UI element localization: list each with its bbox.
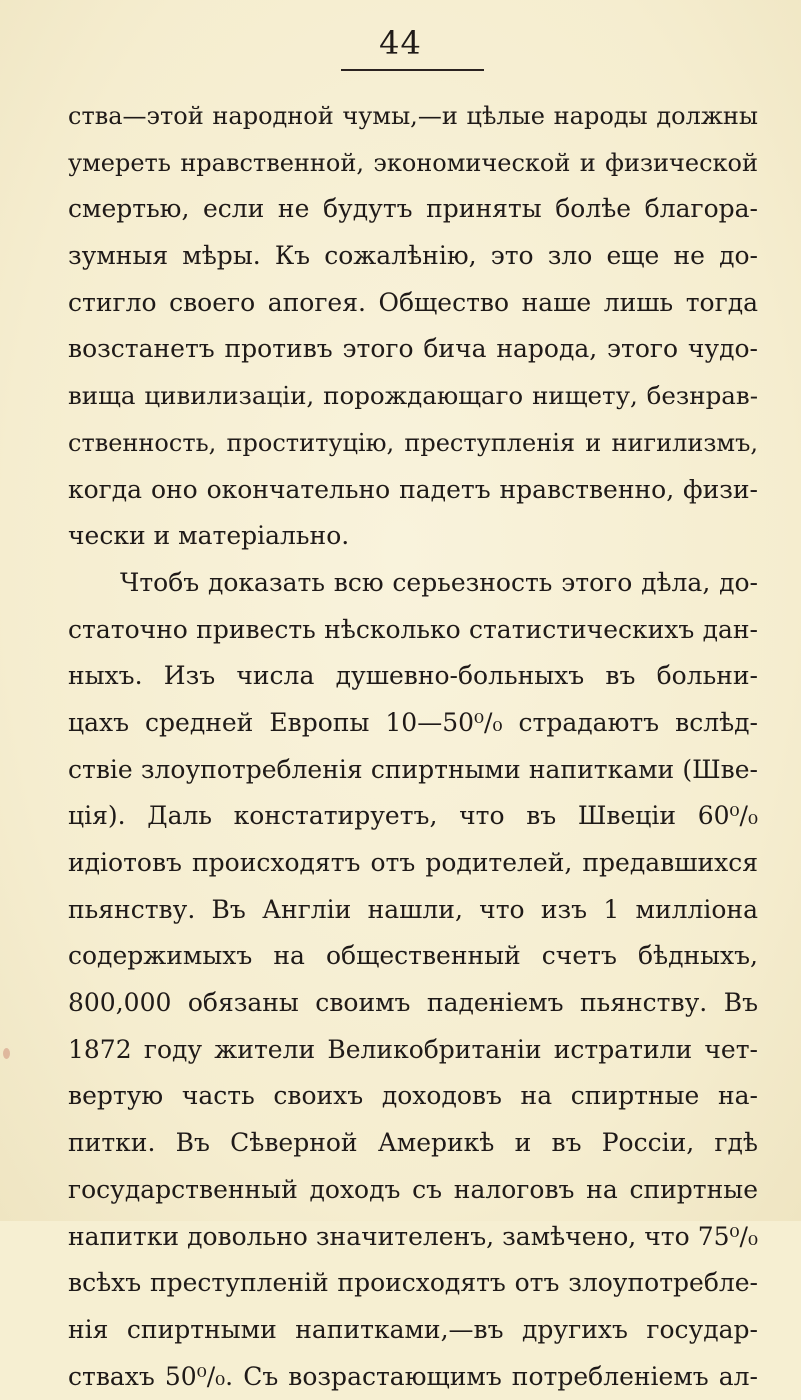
text-line: пьянству. Въ Англіи нашли, что изъ 1 милліона bbox=[68, 894, 758, 924]
text-line: всѣхъ преступленій происходятъ отъ злоупотребле- bbox=[68, 1268, 758, 1298]
text-line: ственность, проституцію, преступленія и нигилизмъ, bbox=[68, 428, 758, 457]
text-line: ція). Даль констатируетъ, что въ Швеціи 60⁰/₀ bbox=[68, 801, 758, 831]
text-line: ства—этой народной чумы,—и цѣлые народы должны bbox=[68, 102, 758, 130]
text-line: ныхъ. Изъ числа душевно-больныхъ въ больни- bbox=[68, 661, 758, 691]
text-line: возстанетъ противъ этого бича народа, этого чудо- bbox=[68, 334, 758, 364]
text-line: статочно привесть нѣсколько статистическихъ дан- bbox=[68, 614, 758, 644]
text-line: вертую часть своихъ доходовъ на спиртные на- bbox=[68, 1081, 758, 1111]
text-line: стигло своего апогея. Общество наше лишь тогда bbox=[68, 287, 758, 317]
text-line: вища цивилизаціи, порождающаго нищету, безнрав- bbox=[68, 381, 758, 411]
body-text bbox=[68, 93, 758, 1400]
header-rule bbox=[341, 69, 484, 71]
text-line: цахъ средней Европы 10—50⁰/₀ страдаютъ вслѣд- bbox=[68, 707, 758, 737]
text-line: 800,000 обязаны своимъ паденіемъ пьянству. Въ bbox=[68, 988, 758, 1018]
text-line: смертью, если не будутъ приняты болѣе благора- bbox=[68, 194, 758, 224]
text-line: содержимыхъ на общественный счетъ бѣдныхъ, bbox=[68, 941, 758, 971]
text-line: государственный доходъ съ налоговъ на спиртные bbox=[68, 1174, 758, 1204]
text-line: когда оно окончательно падетъ нравственно, физи- bbox=[68, 474, 758, 504]
text-line: зумныя мѣры. Къ сожалѣнію, это зло еще не до- bbox=[68, 241, 758, 271]
text-line: идіотовъ происходятъ отъ родителей, предавшихся bbox=[68, 848, 758, 877]
text-line: нія спиртными напитками,—въ другихъ государ- bbox=[68, 1314, 758, 1344]
paper-stain bbox=[3, 1048, 10, 1059]
text-line: 1872 году жители Великобританіи истратили чет- bbox=[68, 1034, 758, 1064]
text-line: ствахъ 50⁰/₀. Съ возрастающимъ потребленіемъ ал- bbox=[68, 1361, 758, 1391]
text-line: питки. Въ Сѣверной Америкѣ и въ Россіи, гдѣ bbox=[68, 1128, 758, 1158]
page-number: 44 bbox=[379, 24, 422, 62]
paragraph-end-line: чески и матеріально. bbox=[68, 521, 350, 551]
text-line: напитки довольно значителенъ, замѣчено, что 75⁰/₀ bbox=[68, 1221, 758, 1251]
paragraph-start-line: Чтобъ доказать всю серьезность этого дѣла, до- bbox=[120, 567, 758, 597]
text-line: умереть нравственной, экономической и физической bbox=[68, 148, 758, 177]
text-line: ствіе злоупотребленія спиртными напитками (Шве- bbox=[68, 754, 758, 784]
